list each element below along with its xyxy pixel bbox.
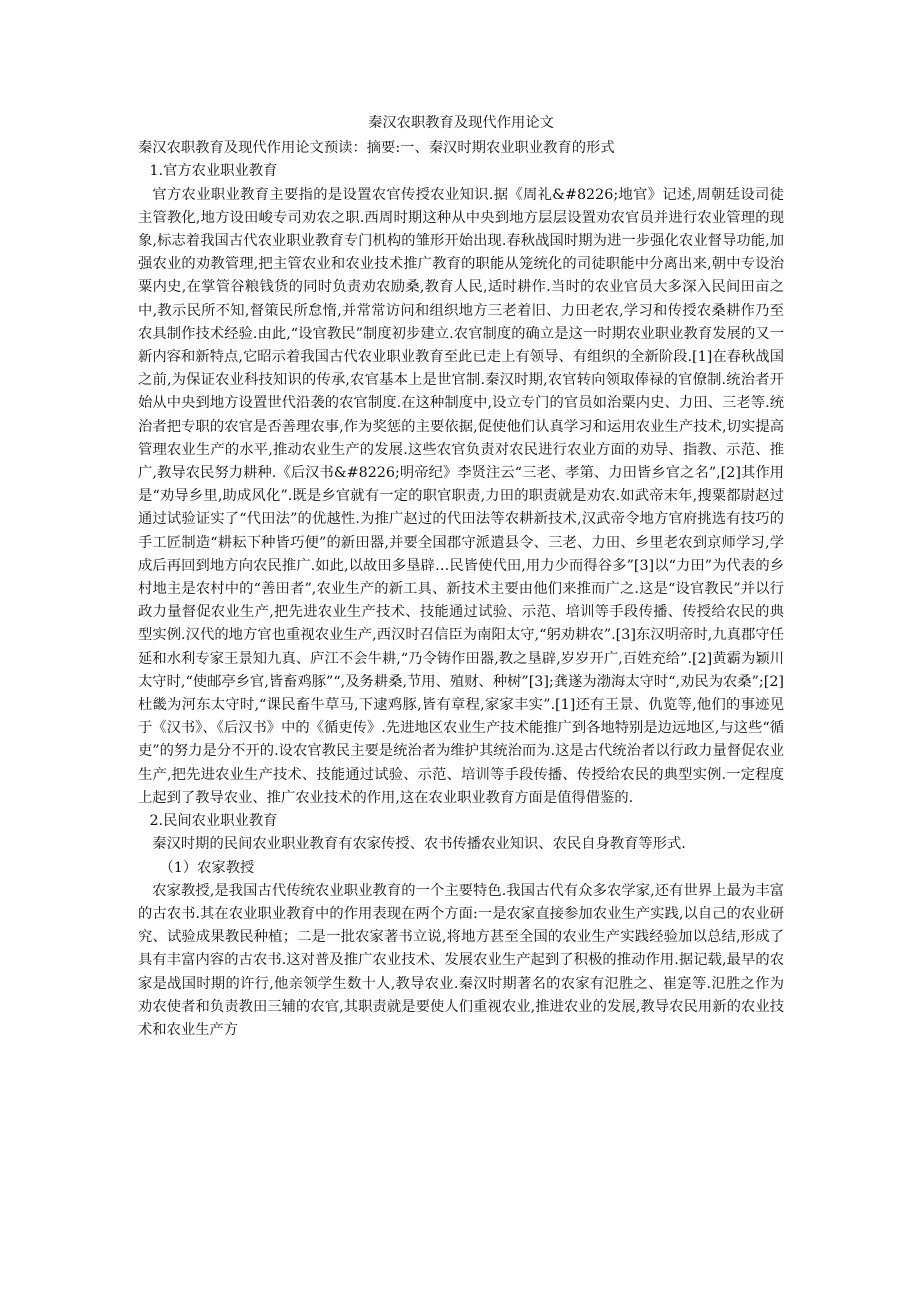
intro-line: 秦汉农职教育及现代作用论文预读：摘要:一、秦汉时期农业职业教育的形式	[138, 140, 615, 157]
section-1-body: 官方农业职业教育主要指的是设置农官传授农业知识.据《周礼&#8226;地官》记述,周朝廷设司徒主管教化,地方设田峻专司劝农之职.西周时期这种从中央到地方层层设置劝农官员并进行农业管理的现象,标志着我国古代农业职业教育专门机构的雏形开始出现.春秋战国时期为进一步强化农业督导功能,加强农业的劝教管理,把主管农业和农业技术推广教育的职能从笼统化的司徒职能中分离出来,朝中专设治粟内史,在掌管谷粮钱货的同时负责劝农励桑,教育人民,适时耕作.当时的农业官员大多深入民间田亩之中,教示民所不知,督策民所怠惰,并常常访问和组织地方三老着旧、力田老农,学习和传授农桑耕作乃至农具制作技术经验.由此,“设官教民”制度初步建立.农官制度的确立是这一时期农业职业教育发展的又一新内容和新特点,它昭示着我国古代农业职业教育至此已走上有领导、有组织的全新阶段.[1]在春秋战国之前,为保证农业科技知识的传承,农官基本上是世官制.秦汉时期,农官转向领取俸禄的官僚制.统治者开始从中央到地方设置世代沿袭的农官制度.在这种制度中,设立专门的官员如治粟内史、力田、三老等.统治者把专职的农官是否善理农事,作为奖惩的主要依据,促使他们认真学习和运用农业生产技术,切实提高管理农业生产的水平,推动农业生产的发展.这些农官负责对农民进行农业方面的劝导、指教、示范、推广,教导农民努力耕种.《后汉书&#8226;明帝纪》李贤注云“三老、孝第、力田皆乡官之名”,[2]其作用是“劝导乡里,助成风化”.既是乡官就有一定的职官职责,力田的职责就是劝农.如武帝末年,搜粟都尉赵过通过试验证实了“代田法”的优越性.为推广赵过的代田法等农耕新技术,汉武帝令地方官府挑选有技巧的手工匠制造“耕耘下种皆巧便”的新田器,并要全国郡守派遣县令、三老、力田、乡里老农到京师学习,学成后再回到地方向农民推广.如此,以故田多垦辟…民皆使代田,用力少而得谷多”[3]以“力田”为代表的乡村地主是农村中的“善田者”,农业生产的新工具、新技术主要由他们来推而广之.这是“设官教民”并以行政力量督促农业生产,把先进农业生产技术、技能通过试验、示范、培训等手段传播、传授给农民的典型实例.汉代的地方官也重视农业生产,西汉时召信臣为南阳太守,“躬劝耕农”.[3]东汉明帝时,九真郡守任延和水利专家王景知九真、庐江不会牛耕,“乃令铸作田器,教之垦辟,岁岁开广,百姓充给”.[2]黄霸为颖川太守时,“使邮亭乡官,皆畜鸡豚”“,及务耕桑,节用、殖财、种树”[3];龚遂为渤海太守时“,劝民为农桑”;[2]杜畿为河东太守时,“课民畜牛草马,下逮鸡豚,皆有章程,家家丰实”.[1]还有王景、仇览等,他们的事迹见于《汉书》、《后汉书》中的《循吏传》.先进地区农业生产技术能推广到各地特别是边远地区,与这些“循吏”的努力是分不开的.设农官教民主要是统治者为维护其统治而为.这是古代统治者以行政力量督促农业生产,把先进农业生产技术、技能通过试验、示范、培训等手段传播、传授给农民的典型实例.一定程度上起到了教导农业、推广农业技术的作用,这在农业职业教育方面是值得借鉴的.	[138, 186, 784, 806]
section-2-body: 秦汉时期的民间农业职业教育有农家传授、农书传播农业知识、农民自身教育等形式.	[152, 836, 686, 853]
section-1-heading: 1.官方农业职业教育	[149, 163, 278, 180]
subsection-body: 农家教授,是我国古代传统农业职业教育的一个主要特色.我国古代有众多农学家,还有世界上最为丰富的古农书.其在农业职业教育中的作用表现在两个方面:一是农家直接参加农业生产实践,以自己的农业研究、试验成果教民种植；二是一批农家著书立说,将地方甚至全国的农业生产实践经验加以总结,形成了具有丰富内容的古农书.这对普及推广农业技术、发展农业生产起到了积极的推动作用.据记载,最早的农家是战国时期的许行,他亲领学生数十人,教导农业.秦汉时期著名的农家有氾胜之、崔寔等.氾胜之作为劝农使者和负责教田三辅的农官,其职责就是要使人们重视农业,推进农业的发展,教导农民用新的农业技术和农业生产方	[138, 882, 784, 1038]
section-2-heading: 2.民间农业职业教育	[149, 813, 278, 830]
subsection-heading: （1）农家教授	[159, 859, 255, 876]
document-title: 秦汉农职教育及现代作用论文	[368, 115, 554, 131]
document-page	[138, 112, 784, 1042]
